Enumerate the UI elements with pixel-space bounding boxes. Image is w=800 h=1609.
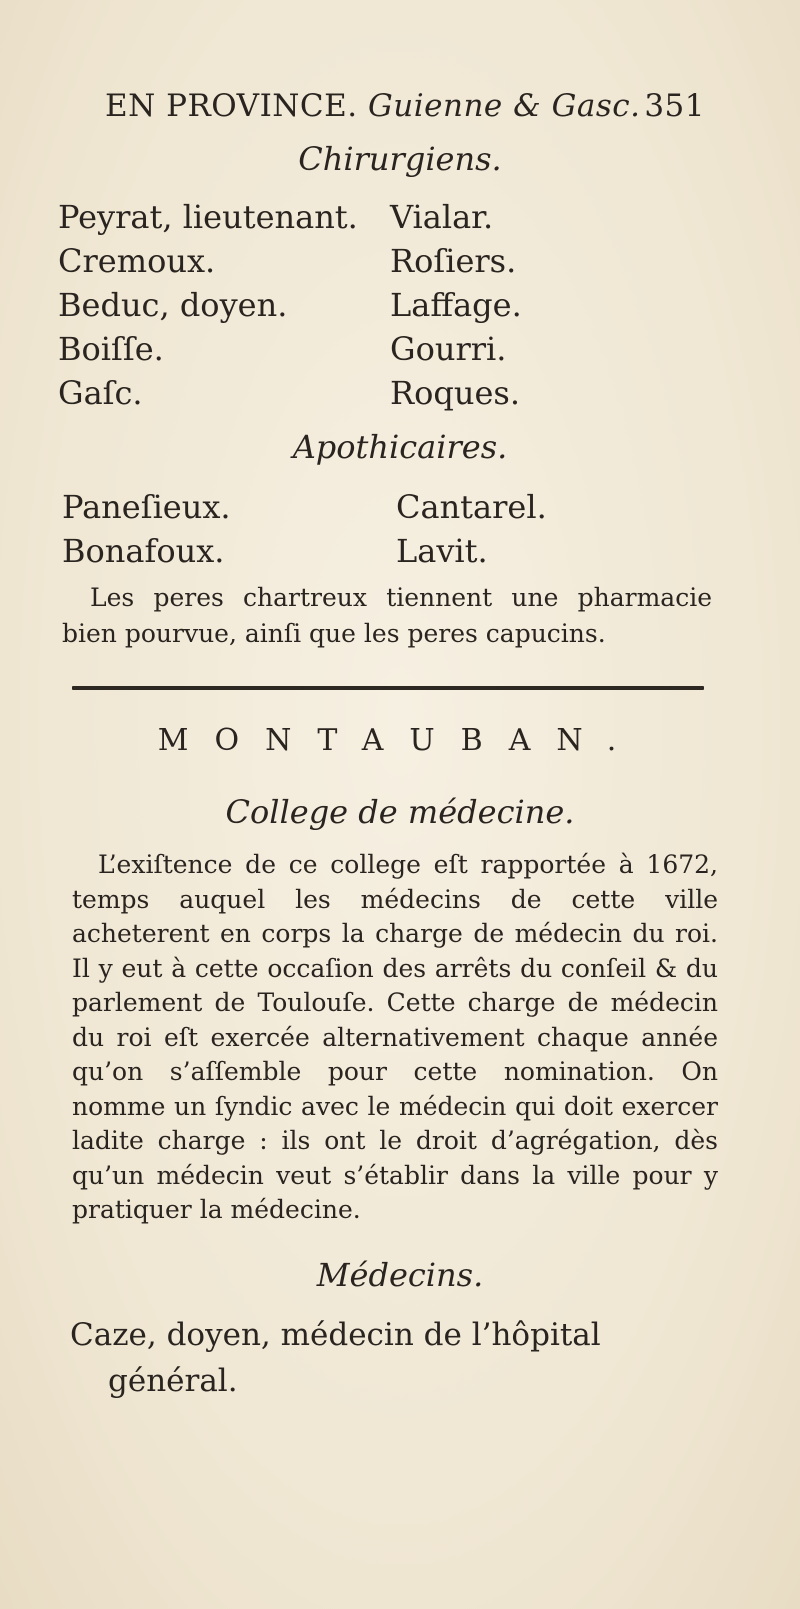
chirurgien-name: Vialar. <box>390 198 494 236</box>
city-heading: MONTAUBAN. <box>157 723 643 758</box>
chirurgien-name: Gaſc. <box>58 374 143 412</box>
header-region: Guienne & Gasc. <box>368 88 641 124</box>
list-row <box>58 330 718 374</box>
chirurgien-name: Cremoux. <box>58 242 216 280</box>
list-row <box>58 242 718 286</box>
chirurgien-name: Peyrat, lieutenant. <box>58 198 358 236</box>
medecin-entry <box>70 1312 720 1404</box>
chirurgiens-list <box>58 198 718 418</box>
list-row <box>58 374 718 418</box>
chirurgien-name: Gourri. <box>390 330 507 368</box>
section-divider <box>72 686 704 690</box>
list-row <box>58 198 718 242</box>
apothicaire-name: Cantarel. <box>396 488 547 526</box>
pharmacy-note <box>62 580 712 652</box>
apothicaire-name: Bonafoux. <box>62 532 225 570</box>
pharmacy-note-text: Les peres chartreux tiennent une pharmacie bien pourvue, ainſi que les peres capucins. <box>62 583 712 648</box>
running-header <box>105 88 705 124</box>
list-row <box>58 532 718 576</box>
apothicaire-name: Paneſieux. <box>62 488 231 526</box>
chirurgiens-title: Chirurgiens. <box>298 140 502 178</box>
page-number: 351 <box>644 88 705 124</box>
college-paragraph <box>72 848 718 1228</box>
header-province: EN PROVINCE. <box>105 88 358 124</box>
college-paragraph-text: L’exiſtence de ce college eſt rapportée à 1672, temps auquel les médecins de cette ville acheterent en corps la charge de médecin du roi. Il y eut à cette occaſion des arrêts du conſeil & du parlement de Toulouſe. Cette charge de médecin du roi eſt exercée alternativement chaque année qu’on s’aſſemble pour cette nomination. On nomme un ſyndic avec le médecin qui doit exercer ladite charge : ils ont le droit d’agrégation, dès qu’un médecin veut s’établir dans la ville pour y pratiquer la médecine. <box>72 850 718 1224</box>
list-row <box>58 488 718 532</box>
medecin-entry-continuation: général. <box>108 1363 238 1399</box>
apothicaires-list <box>58 488 718 576</box>
apothicaire-name: Lavit. <box>396 532 488 570</box>
college-title: College de médecine. <box>225 793 575 831</box>
list-row <box>58 286 718 330</box>
medecins-title: Médecins. <box>316 1256 484 1294</box>
chirurgien-name: Roſiers. <box>390 242 517 280</box>
chirurgien-name: Laffage. <box>390 286 522 324</box>
chirurgien-name: Boiſſe. <box>58 330 164 368</box>
medecin-entry-line: Caze, doyen, médecin de l’hôpital <box>70 1317 601 1353</box>
chirurgien-name: Beduc, doyen. <box>58 286 288 324</box>
apothicaires-title: Apothicaires. <box>292 428 508 466</box>
chirurgien-name: Roques. <box>390 374 520 412</box>
